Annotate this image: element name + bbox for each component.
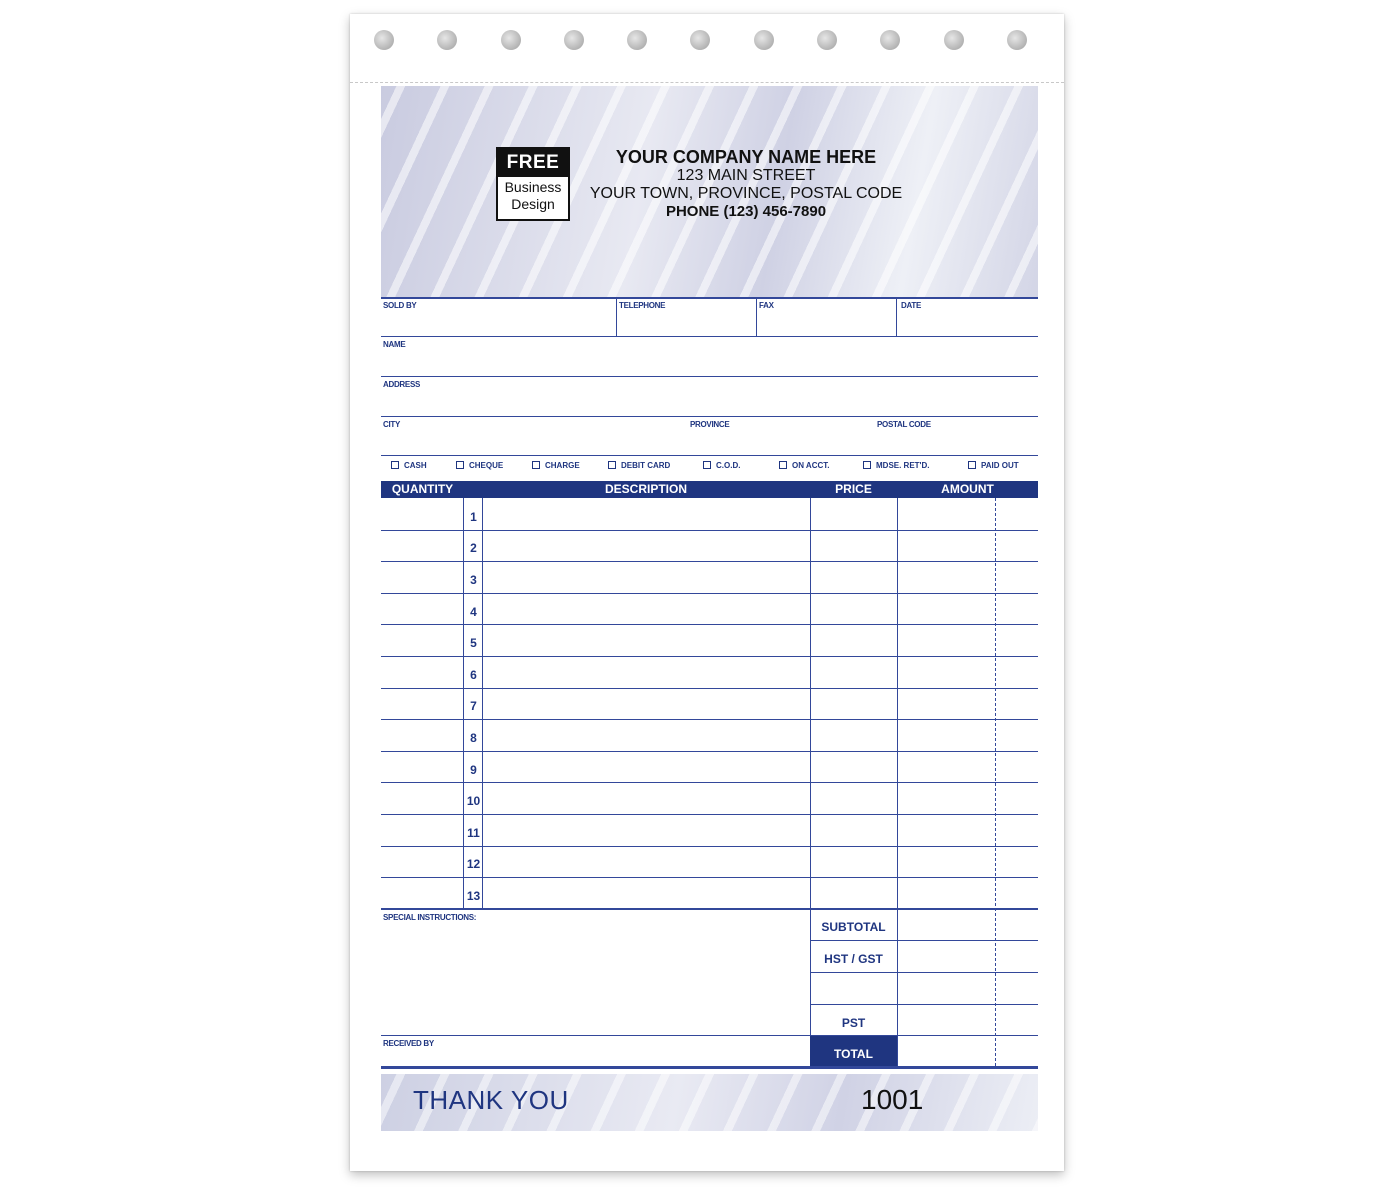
checkbox-icon — [456, 461, 464, 469]
address-field[interactable]: ADDRESS — [383, 380, 421, 389]
row-number: 10 — [466, 794, 481, 809]
price-header: PRICE — [835, 482, 872, 496]
checkbox-icon — [703, 461, 711, 469]
row-number: 1 — [470, 509, 477, 524]
company-name: YOUR COMPANY NAME HERE — [615, 147, 877, 167]
divider — [381, 1035, 1038, 1036]
binder-hole — [817, 30, 837, 50]
logo-line2: Design — [511, 196, 555, 212]
binder-hole — [944, 30, 964, 50]
table-row[interactable] — [381, 530, 1038, 562]
table-row[interactable] — [381, 877, 1038, 909]
payment-option-charge[interactable] — [532, 461, 580, 470]
divider — [896, 298, 897, 336]
row-divider — [381, 814, 1038, 815]
payment-label: CASH — [404, 461, 427, 470]
telephone-field[interactable]: TELEPHONE — [619, 301, 666, 310]
payment-option-paid-out[interactable] — [968, 461, 1019, 470]
row-divider — [381, 530, 1038, 531]
checkbox-icon — [391, 461, 399, 469]
city-field[interactable]: CITY — [383, 420, 401, 429]
binder-hole — [754, 30, 774, 50]
payment-option-debit-card[interactable] — [608, 461, 670, 470]
hst-gst-label: HST / GST — [824, 952, 883, 966]
table-row[interactable] — [381, 751, 1038, 783]
binder-hole — [501, 30, 521, 50]
table-row[interactable] — [381, 656, 1038, 688]
checkbox-icon — [608, 461, 616, 469]
table-header — [381, 481, 1038, 498]
perforation-line — [350, 82, 1064, 83]
payment-label: DEBIT CARD — [621, 461, 671, 470]
table-row[interactable] — [381, 782, 1038, 814]
divider — [756, 298, 757, 336]
binder-hole — [1007, 30, 1027, 50]
row-divider — [381, 688, 1038, 689]
description-header: DESCRIPTION — [604, 482, 687, 496]
thank-you-text: THANK YOU — [413, 1085, 569, 1115]
row-number: 8 — [470, 730, 477, 745]
company-town: YOUR TOWN, PROVINCE, POSTAL CODE — [589, 185, 903, 202]
pst-label: PST — [841, 1016, 866, 1030]
row-divider — [381, 624, 1038, 625]
table-row[interactable] — [381, 624, 1038, 656]
form-footer — [381, 1074, 1038, 1131]
row-number: 2 — [470, 541, 477, 556]
table-row[interactable] — [381, 688, 1038, 720]
checkbox-icon — [863, 461, 871, 469]
postal-code-field[interactable]: POSTAL CODE — [877, 420, 931, 429]
table-row[interactable] — [381, 719, 1038, 751]
divider — [810, 972, 1038, 973]
divider — [810, 940, 1038, 941]
row-number: 4 — [470, 604, 477, 619]
amount-header: AMOUNT — [941, 482, 994, 496]
row-number: 3 — [470, 572, 477, 587]
row-number: 6 — [470, 667, 477, 682]
row-number: 9 — [470, 762, 477, 777]
binder-hole — [374, 30, 394, 50]
row-divider — [381, 656, 1038, 657]
row-number: 13 — [466, 888, 481, 903]
special-instructions-field[interactable]: SPECIAL INSTRUCTIONS: — [383, 913, 477, 922]
row-divider — [381, 561, 1038, 562]
table-row[interactable] — [381, 846, 1038, 878]
row-divider — [381, 593, 1038, 594]
quantity-header: QUANTITY — [391, 482, 454, 496]
free-design-logo — [496, 147, 570, 221]
payment-label: MDSE. RET'D. — [876, 461, 930, 470]
row-divider — [381, 719, 1038, 720]
company-street: 123 MAIN STREET — [676, 167, 816, 184]
payment-label: PAID OUT — [981, 461, 1019, 470]
row-number: 5 — [470, 636, 477, 651]
fax-field[interactable]: FAX — [759, 301, 774, 310]
payment-option-cod[interactable] — [703, 461, 740, 470]
payment-option-cash[interactable] — [391, 461, 427, 470]
row-number: 7 — [470, 699, 477, 714]
payment-label: CHARGE — [545, 461, 580, 470]
payment-option-on-account[interactable] — [779, 461, 829, 470]
binder-hole — [564, 30, 584, 50]
table-row[interactable] — [381, 498, 1038, 530]
payment-label: ON ACCT. — [792, 461, 830, 470]
divider — [616, 298, 617, 336]
binder-hole — [437, 30, 457, 50]
binder-hole — [690, 30, 710, 50]
logo-badge: FREE — [498, 149, 568, 177]
company-info — [571, 147, 921, 221]
binder-hole — [880, 30, 900, 50]
checkbox-icon — [968, 461, 976, 469]
table-row[interactable] — [381, 814, 1038, 846]
row-divider — [381, 877, 1038, 878]
binder-hole — [627, 30, 647, 50]
company-phone: PHONE (123) 456-7890 — [665, 203, 827, 220]
row-divider — [381, 751, 1038, 752]
row-divider — [381, 782, 1038, 783]
form-header — [381, 86, 1038, 298]
divider — [381, 416, 1038, 417]
payment-label: C.O.D. — [716, 461, 741, 470]
divider — [381, 455, 1038, 456]
divider — [381, 1066, 1038, 1069]
payment-label: CHEQUE — [469, 461, 504, 470]
province-field[interactable]: PROVINCE — [690, 420, 730, 429]
sold-by-field[interactable]: SOLD BY — [383, 301, 417, 310]
checkbox-icon — [779, 461, 787, 469]
name-field[interactable]: NAME — [383, 340, 406, 349]
checkbox-icon — [532, 461, 540, 469]
table-row[interactable] — [381, 593, 1038, 625]
divider — [810, 1004, 1038, 1005]
row-divider — [381, 846, 1038, 847]
payment-option-mdse-returned[interactable] — [863, 461, 929, 470]
row-number: 11 — [467, 825, 480, 840]
total-label: TOTAL — [834, 1047, 873, 1061]
date-field[interactable]: DATE — [901, 301, 921, 310]
payment-option-cheque[interactable] — [456, 461, 503, 470]
logo-line1: Business — [504, 179, 562, 195]
form-number: 1001 — [861, 1084, 924, 1115]
sales-form-sheet — [350, 14, 1064, 1171]
subtotal-label: SUBTOTAL — [821, 920, 886, 934]
divider — [381, 336, 1038, 337]
divider — [381, 376, 1038, 377]
divider — [381, 297, 1038, 299]
received-by-field[interactable]: RECEIVED BY — [383, 1039, 434, 1048]
table-row[interactable] — [381, 561, 1038, 593]
row-number: 12 — [466, 857, 481, 872]
